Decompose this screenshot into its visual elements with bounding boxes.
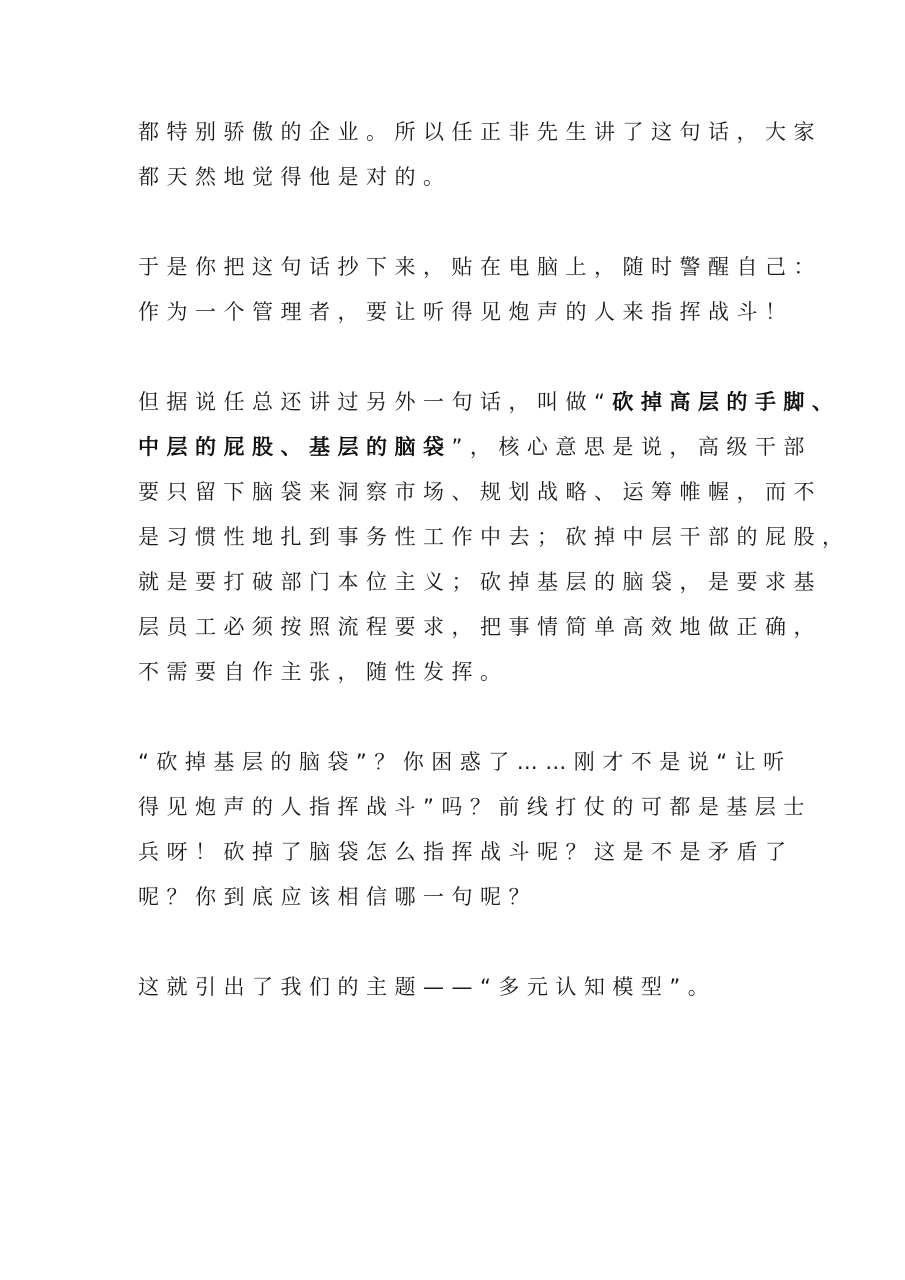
- text-line: 于是你把这句话抄下来，贴在电脑上，随时警醒自己：: [138, 255, 822, 279]
- text-line: 不需要自作主张，随性发挥。: [138, 660, 509, 684]
- text-line: “砍掉基层的脑袋”？你困惑了……刚才不是说“让听: [138, 750, 792, 774]
- text-line: 作为一个管理者，要让听得见炮声的人来指挥战斗！: [138, 300, 794, 324]
- text-line: 呢？你到底应该相信哪一句呢？: [138, 885, 537, 909]
- paragraph-3: [138, 380, 851, 695]
- paragraph-2: [138, 245, 822, 335]
- bold-quote-text: 砍掉高层的手脚、: [612, 390, 841, 414]
- text-line: [138, 380, 841, 425]
- text-line: 是习惯性地扎到事务性工作中去；砍掉中层干部的屁股，: [138, 525, 851, 549]
- document-body: [138, 110, 851, 1010]
- text-run: ”，核心意思是说，高级干部: [451, 435, 812, 459]
- bold-quote-text: 中层的屁股、基层的脑袋: [138, 435, 452, 459]
- text-line: 这就引出了我们的主题——“多元认知模型”。: [138, 975, 717, 999]
- text-line: 得见炮声的人指挥战斗”吗？前线打仗的可都是基层士: [138, 795, 812, 819]
- text-line: 层员工必须按照流程要求，把事情简单高效地做正确，: [138, 615, 822, 639]
- paragraph-4: [138, 740, 812, 920]
- text-line: 兵呀！砍掉了脑袋怎么指挥战斗呢？这是不是矛盾了: [138, 840, 794, 864]
- text-line: [138, 425, 812, 470]
- text-run: 但据说任总还讲过另外一句话，叫做“: [138, 390, 613, 414]
- paragraph-5: [138, 965, 768, 1010]
- text-line: 就是要打破部门本位主义；砍掉基层的脑袋，是要求基: [138, 570, 822, 594]
- text-line: 要只留下脑袋来洞察市场、规划战略、运筹帷幄，而不: [138, 480, 822, 504]
- paragraph-1: [138, 110, 822, 200]
- text-line: 都特别骄傲的企业。所以任正非先生讲了这句话，大家: [138, 120, 822, 144]
- text-line: 都天然地觉得他是对的。: [138, 165, 452, 189]
